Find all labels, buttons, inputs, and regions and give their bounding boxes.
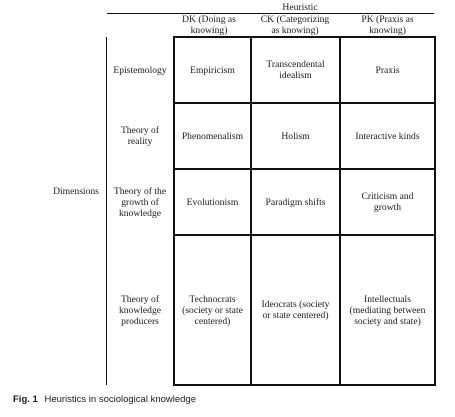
cell-producers-pk: Intellectuals (mediating between society and state)	[349, 293, 426, 327]
cell-epistemology-pk: Praxis	[375, 64, 400, 76]
row-label-knowledge-producers: Theory of knowledge producers	[118, 293, 162, 327]
cell-reality-ck: Holism	[281, 130, 310, 142]
grid-line-bottom	[173, 384, 436, 386]
cell-epistemology-dk: Empiricism	[190, 64, 235, 76]
cell-reality-dk: Phenomenalism	[181, 130, 244, 142]
cell-epistemology-ck: Transcendental idealism	[266, 59, 325, 81]
column-header-pk: PK (Praxis as knowing)	[361, 14, 414, 36]
row-label-theory-of-growth: Theory of the growth of knowledge	[113, 185, 167, 219]
caption-number: Fig. 1	[13, 394, 38, 405]
cell-producers-ck: Ideocrats (society or state centered)	[261, 299, 330, 321]
figure-caption	[13, 394, 196, 405]
caption-text: Heuristics in sociological knowledge	[44, 394, 196, 405]
cell-growth-dk: Evolutionism	[186, 196, 239, 208]
dimensions-bracket	[106, 37, 107, 385]
cell-reality-pk: Interactive kinds	[355, 130, 420, 142]
cell-producers-dk: Technocrats (society or state centered)	[182, 293, 243, 327]
cell-growth-ck: Paradigm shifts	[265, 196, 326, 208]
cell-growth-pk: Criticism and growth	[361, 191, 414, 213]
heuristic-header: Heuristic	[282, 2, 318, 13]
grid-line-col3	[434, 36, 436, 386]
column-header-ck: CK (Categorizing as knowing)	[260, 14, 330, 36]
row-label-theory-of-reality: Theory of reality	[120, 125, 160, 147]
column-header-dk: DK (Doing as knowing)	[182, 14, 236, 36]
row-label-epistemology: Epistemology	[113, 64, 167, 76]
dimensions-label: Dimensions	[53, 185, 99, 197]
